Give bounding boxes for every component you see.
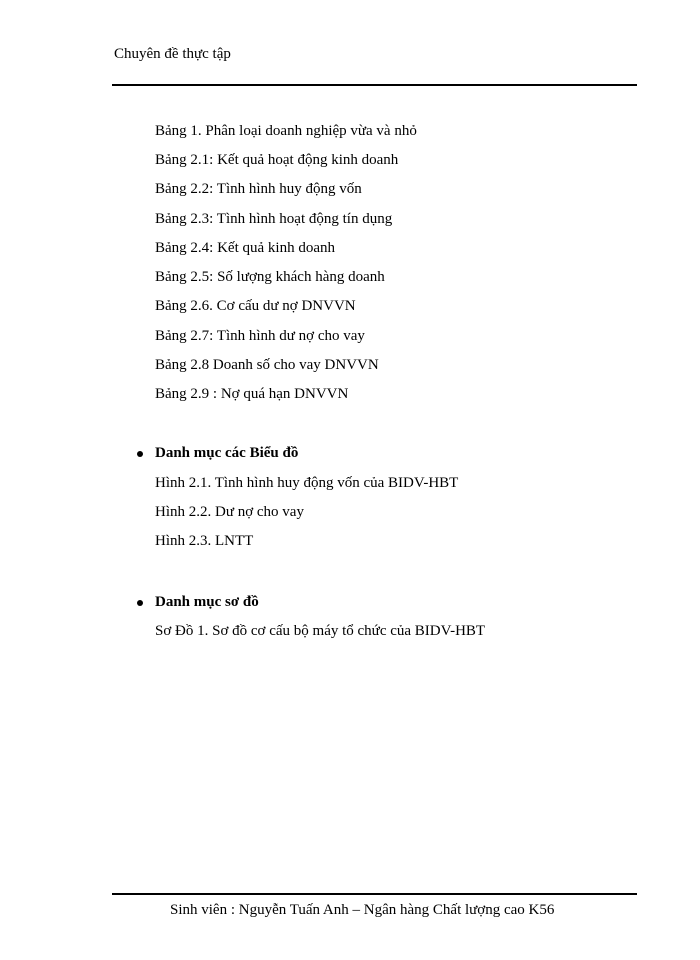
header-divider [112, 84, 637, 86]
page-header-title: Chuyên đề thực tập [114, 46, 231, 62]
table-list-item: Bảng 2.9 : Nợ quá hạn DNVVN [155, 386, 349, 402]
chart-list-item: Hình 2.3. LNTT [155, 533, 254, 549]
chart-list-item: Hình 2.1. Tình hình huy động vốn của BIDV-HBT [155, 475, 459, 491]
charts-section-heading: Danh mục các Biểu đồ [155, 445, 299, 461]
diagrams-section-heading: Danh mục sơ đồ [155, 594, 259, 610]
table-list-item: Bảng 1. Phân loại doanh nghiệp vừa và nhỏ [155, 123, 417, 139]
table-list-item: Bảng 2.8 Doanh số cho vay DNVVN [155, 357, 379, 373]
table-list-item: Bảng 2.4: Kết quả kinh doanh [155, 240, 335, 256]
chart-list-item: Hình 2.2. Dư nợ cho vay [155, 504, 304, 520]
bullet-icon [137, 600, 143, 606]
table-list-item: Bảng 2.3: Tình hình hoạt động tín dụng [155, 211, 393, 227]
table-list-item: Bảng 2.1: Kết quả hoạt động kinh doanh [155, 152, 399, 168]
footer-divider [112, 893, 637, 895]
bullet-icon [137, 451, 143, 457]
table-list-item: Bảng 2.6. Cơ cấu dư nợ DNVVN [155, 298, 356, 314]
diagram-list-item: Sơ Đồ 1. Sơ đồ cơ cấu bộ máy tổ chức của BIDV-HBT [155, 623, 486, 639]
table-list-item: Bảng 2.2: Tình hình huy động vốn [155, 181, 362, 197]
table-list-item: Bảng 2.5: Số lượng khách hàng doanh [155, 269, 385, 285]
table-list-item: Bảng 2.7: Tình hình dư nợ cho vay [155, 328, 365, 344]
page-footer-text: Sinh viên : Nguyễn Tuấn Anh – Ngân hàng Chất lượng cao K56 [170, 902, 555, 918]
